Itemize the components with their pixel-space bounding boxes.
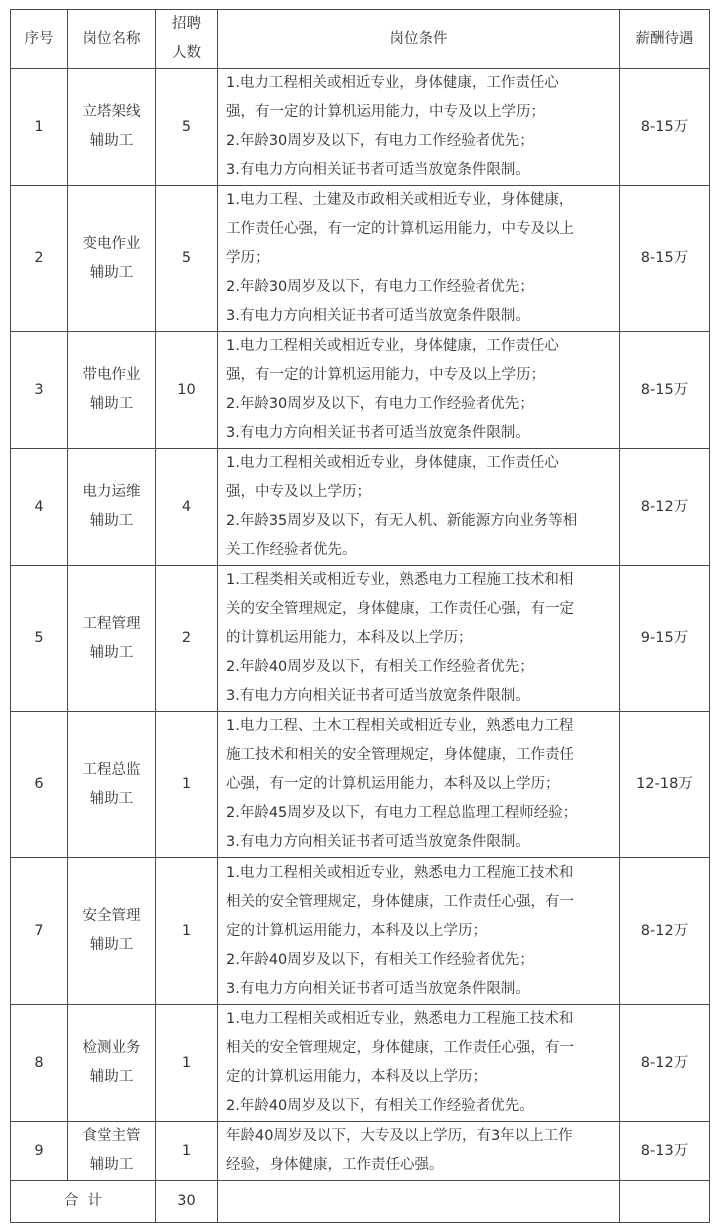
condition-line: 3.有电力方向相关证书者可适当放宽条件限制。 xyxy=(226,980,530,997)
condition-line: 年龄40周岁及以下，大专及以上学历，有3年以上工作 xyxy=(226,1128,573,1144)
position-line: 立塔架线 xyxy=(82,104,141,120)
condition-line: 1.电力工程相关或相近专业，身体健康，工作责任心 xyxy=(226,75,559,91)
condition-line: 定的计算机运用能力，本科及以上学历； xyxy=(226,922,487,939)
position-line: 工程总监 xyxy=(82,761,141,778)
table-row xyxy=(11,858,710,1005)
condition-line: 相关的安全管理规定，身体健康，工作责任心强，有一 xyxy=(226,1040,574,1056)
table-row xyxy=(11,1122,710,1181)
table-row xyxy=(11,566,710,712)
row-index: 5 xyxy=(11,566,68,712)
row-conditions xyxy=(218,566,620,712)
condition-line: 施工技术和相关的安全管理规定，身体健康，工作责任 xyxy=(226,747,574,763)
condition-line: 强，有一定的计算机运用能力，中专及以上学历； xyxy=(226,367,545,383)
row-index: 3 xyxy=(11,332,68,449)
row-count: 1 xyxy=(156,712,218,858)
table-row xyxy=(11,69,710,186)
condition-line: 相关的安全管理规定，身体健康，工作责任心强，有一 xyxy=(226,893,574,910)
row-index: 4 xyxy=(11,449,68,566)
row-index: 8 xyxy=(11,1005,68,1122)
total-salary-empty xyxy=(620,1181,710,1223)
row-count: 5 xyxy=(156,69,218,186)
row-count: 10 xyxy=(156,332,218,449)
table-row xyxy=(11,712,710,858)
row-count: 2 xyxy=(156,566,218,712)
condition-line: 2.年龄40周岁及以下，有相关工作经验者优先； xyxy=(226,659,534,675)
condition-line: 1.电力工程相关或相近专业，熟悉电力工程施工技术和 xyxy=(226,864,574,881)
condition-line: 的计算机运用能力，本科及以上学历； xyxy=(226,630,473,646)
condition-line: 3.有电力方向相关证书者可适当放宽条件限制。 xyxy=(226,834,530,850)
row-salary: 8-12万 xyxy=(620,449,710,566)
condition-line: 1.电力工程相关或相近专业，身体健康，工作责任心 xyxy=(226,338,559,354)
position-line: 食堂主管 xyxy=(82,1128,141,1144)
position-line: 辅助工 xyxy=(89,396,134,412)
row-conditions xyxy=(218,1122,620,1181)
condition-line: 3.有电力方向相关证书者可适当放宽条件限制。 xyxy=(226,425,530,441)
condition-line: 1.电力工程相关或相近专业，熟悉电力工程施工技术和 xyxy=(226,1011,574,1027)
row-salary: 8-12万 xyxy=(620,1005,710,1122)
condition-line: 2.年龄40周岁及以下，有相关工作经验者优先。 xyxy=(226,1098,534,1114)
condition-line: 关工作经验者优先。 xyxy=(226,542,357,558)
row-conditions xyxy=(218,1005,620,1122)
row-count: 5 xyxy=(156,186,218,332)
header-position: 岗位名称 xyxy=(68,10,156,69)
row-index: 2 xyxy=(11,186,68,332)
condition-line: 2.年龄30周岁及以下，有电力工作经验者优先； xyxy=(226,396,534,412)
condition-line: 心强，有一定的计算机运用能力，本科及以上学历； xyxy=(226,776,560,792)
total-label: 合 计 xyxy=(11,1181,156,1223)
condition-line: 3.有电力方向相关证书者可适当放宽条件限制。 xyxy=(226,308,530,324)
row-position xyxy=(68,566,156,712)
row-index: 9 xyxy=(11,1122,68,1181)
condition-line: 关的安全管理规定，身体健康，工作责任心强，有一定 xyxy=(226,601,574,617)
row-conditions xyxy=(218,69,620,186)
row-count: 1 xyxy=(156,1005,218,1122)
row-position xyxy=(68,69,156,186)
header-conditions: 岗位条件 xyxy=(218,10,620,69)
header-count-line: 人数 xyxy=(172,45,201,61)
table-row xyxy=(11,449,710,566)
header-count xyxy=(156,10,218,69)
position-line: 安全管理 xyxy=(82,908,141,924)
condition-line: 2.年龄30周岁及以下，有电力工作经验者优先； xyxy=(226,133,534,149)
row-conditions xyxy=(218,186,620,332)
position-line: 辅助工 xyxy=(89,644,134,661)
condition-line: 2.年龄35周岁及以下，有无人机、新能源方向业务等相 xyxy=(226,513,578,529)
row-position xyxy=(68,712,156,858)
row-conditions xyxy=(218,332,620,449)
condition-line: 2.年龄30周岁及以下，有电力工作经验者优先； xyxy=(226,279,534,295)
row-salary: 8-13万 xyxy=(620,1122,710,1181)
row-position xyxy=(68,1122,156,1181)
table-row xyxy=(11,1005,710,1122)
condition-line: 1.工程类相关或相近专业，熟悉电力工程施工技术和相 xyxy=(226,572,574,588)
table-body xyxy=(11,69,710,1223)
position-line: 辅助工 xyxy=(89,133,134,149)
row-count: 1 xyxy=(156,858,218,1005)
total-row xyxy=(11,1181,710,1223)
condition-line: 3.有电力方向相关证书者可适当放宽条件限制。 xyxy=(226,688,530,704)
total-count: 30 xyxy=(156,1181,218,1223)
condition-line: 3.有电力方向相关证书者可适当放宽条件限制。 xyxy=(226,162,530,178)
table-row xyxy=(11,332,710,449)
row-salary: 8-15万 xyxy=(620,69,710,186)
condition-line: 工作责任心强，有一定的计算机运用能力，中专及以上 xyxy=(226,221,574,237)
row-position xyxy=(68,858,156,1005)
position-line: 辅助工 xyxy=(89,513,134,529)
position-line: 辅助工 xyxy=(89,790,134,807)
row-position xyxy=(68,1005,156,1122)
row-index: 7 xyxy=(11,858,68,1005)
row-count: 1 xyxy=(156,1122,218,1181)
row-conditions xyxy=(218,858,620,1005)
recruitment-table xyxy=(10,9,710,1223)
position-line: 辅助工 xyxy=(89,937,134,953)
row-position xyxy=(68,332,156,449)
row-count: 4 xyxy=(156,449,218,566)
condition-line: 经验，身体健康，工作责任心强。 xyxy=(226,1157,444,1173)
row-salary: 9-15万 xyxy=(620,566,710,712)
condition-line: 1.电力工程、土木工程相关或相近专业，熟悉电力工程 xyxy=(226,718,574,734)
header-count-line: 招聘 xyxy=(172,16,201,32)
position-line: 辅助工 xyxy=(89,1157,134,1173)
position-line: 辅助工 xyxy=(89,1069,134,1085)
position-line: 辅助工 xyxy=(89,264,134,281)
row-index: 1 xyxy=(11,69,68,186)
condition-line: 2.年龄45周岁及以下，有电力工程总监理工程师经验； xyxy=(226,805,578,821)
header-salary: 薪酬待遇 xyxy=(620,10,710,69)
condition-line: 强，中专及以上学历； xyxy=(226,484,371,500)
row-index: 6 xyxy=(11,712,68,858)
condition-line: 1.电力工程相关或相近专业，身体健康，工作责任心 xyxy=(226,455,559,471)
header-row xyxy=(11,10,710,69)
row-salary: 8-12万 xyxy=(620,858,710,1005)
position-line: 检测业务 xyxy=(82,1040,141,1056)
condition-line: 2.年龄40周岁及以下，有相关工作经验者优先； xyxy=(226,951,534,968)
row-position xyxy=(68,449,156,566)
row-position xyxy=(68,186,156,332)
row-conditions xyxy=(218,712,620,858)
position-line: 带电作业 xyxy=(82,367,141,383)
position-line: 工程管理 xyxy=(82,615,141,632)
position-line: 电力运维 xyxy=(82,484,141,500)
table-row xyxy=(11,186,710,332)
header-index: 序号 xyxy=(11,10,68,69)
condition-line: 强，有一定的计算机运用能力，中专及以上学历； xyxy=(226,104,545,120)
row-conditions xyxy=(218,449,620,566)
row-salary: 12-18万 xyxy=(620,712,710,858)
condition-line: 定的计算机运用能力，本科及以上学历； xyxy=(226,1069,487,1085)
condition-line: 学历； xyxy=(226,250,270,266)
row-salary: 8-15万 xyxy=(620,332,710,449)
position-line: 变电作业 xyxy=(82,235,141,252)
condition-line: 1.电力工程、土建及市政相关或相近专业，身体健康， xyxy=(226,192,574,208)
row-salary: 8-15万 xyxy=(620,186,710,332)
total-conditions-empty xyxy=(218,1181,620,1223)
